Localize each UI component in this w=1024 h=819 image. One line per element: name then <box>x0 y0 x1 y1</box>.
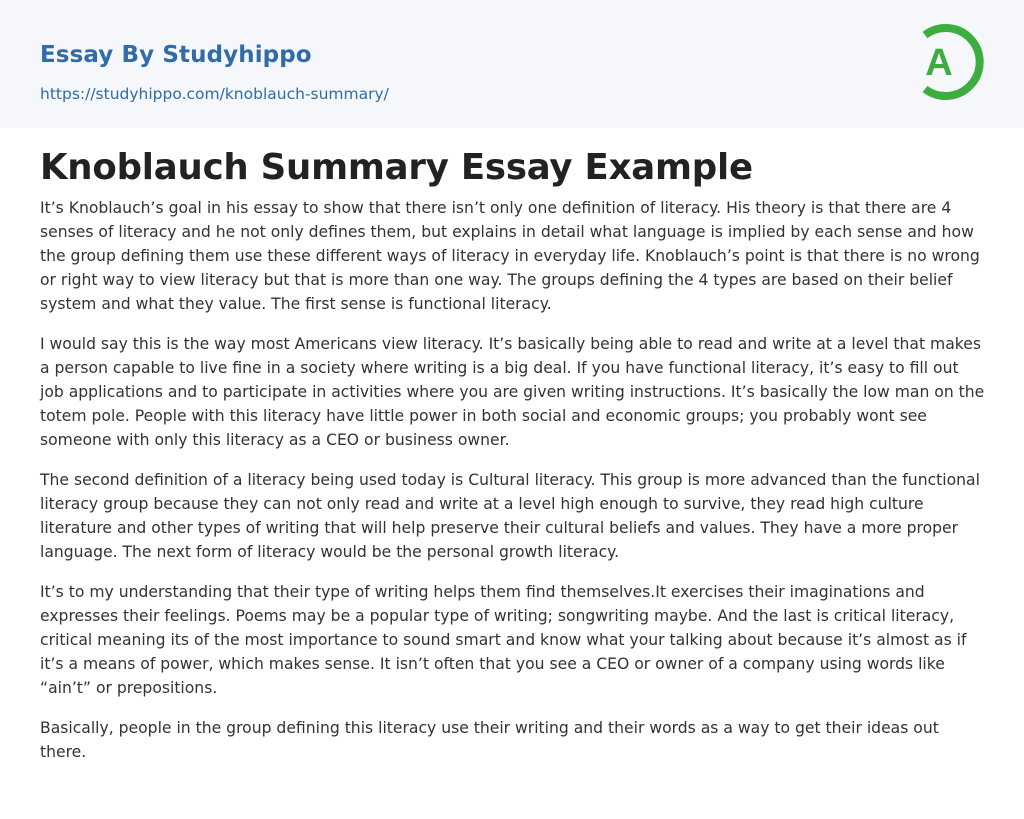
article-title: Knoblauch Summary Essay Example <box>40 147 753 188</box>
article-paragraph-2: I would say this is the way most Americans view literacy. It’s basically being able to read and write at a level that makes a person capable to live fine in a society where writing is a big deal. If you have functional literacy, it’s easy to fill out job applications and to participate in activities where you are given writing instructions. It’s basically the low man on the totem pole. People with this literacy have little power in both social and economic groups; you probably wont see someone with only this literacy as a CEO or business owner. <box>40 335 985 449</box>
article-paragraph-4: It’s to my understanding that their type of writing helps them find themselves.It exercises their imaginations and expresses their feelings. Poems may be a popular type of writing; songwriting maybe. And the last is critical literacy, critical meaning its of the most importance to sound smart and know what your talking about because it’s almost as if it’s a means of power, which makes sense. It isn’t often that you see a CEO or owner of a company using words like “ain’t” or prepositions. <box>40 583 967 697</box>
logo-letter: A <box>925 42 953 84</box>
page-header <box>0 0 1024 128</box>
article-paragraph-3: The second definition of a literacy being used today is Cultural literacy. This group is more advanced than the functional literacy group because they can not only read and write at a level high enough to survive, they read high culture literature and other types of writing that will help preserve their cultural beliefs and values. They have a more proper language. The next form of literacy would be the personal growth literacy. <box>40 471 980 561</box>
article-paragraph-5: Basically, people in the group defining this literacy use their writing and their words as a way to get their ideas out there. <box>40 719 939 761</box>
essay-url-link[interactable]: https://studyhippo.com/knoblauch-summary/ <box>40 85 389 103</box>
article <box>40 146 986 780</box>
site-brand[interactable]: Essay By Studyhippo <box>40 42 312 68</box>
article-paragraph-1: It’s Knoblauch’s goal in his essay to show that there isn’t only one definition of literacy. His theory is that there are 4 senses of literacy and he not only defines them, but explains in detail what language is implied by each sense and how the group defining them use these different ways of literacy in everyday life. Knoblauch’s point is that there is no wrong or right way to view literacy but that is more than one way. The groups defining the 4 types are based on their belief system and what they value. The first sense is functional literacy. <box>40 199 980 313</box>
studyhippo-logo-icon[interactable] <box>913 19 985 105</box>
